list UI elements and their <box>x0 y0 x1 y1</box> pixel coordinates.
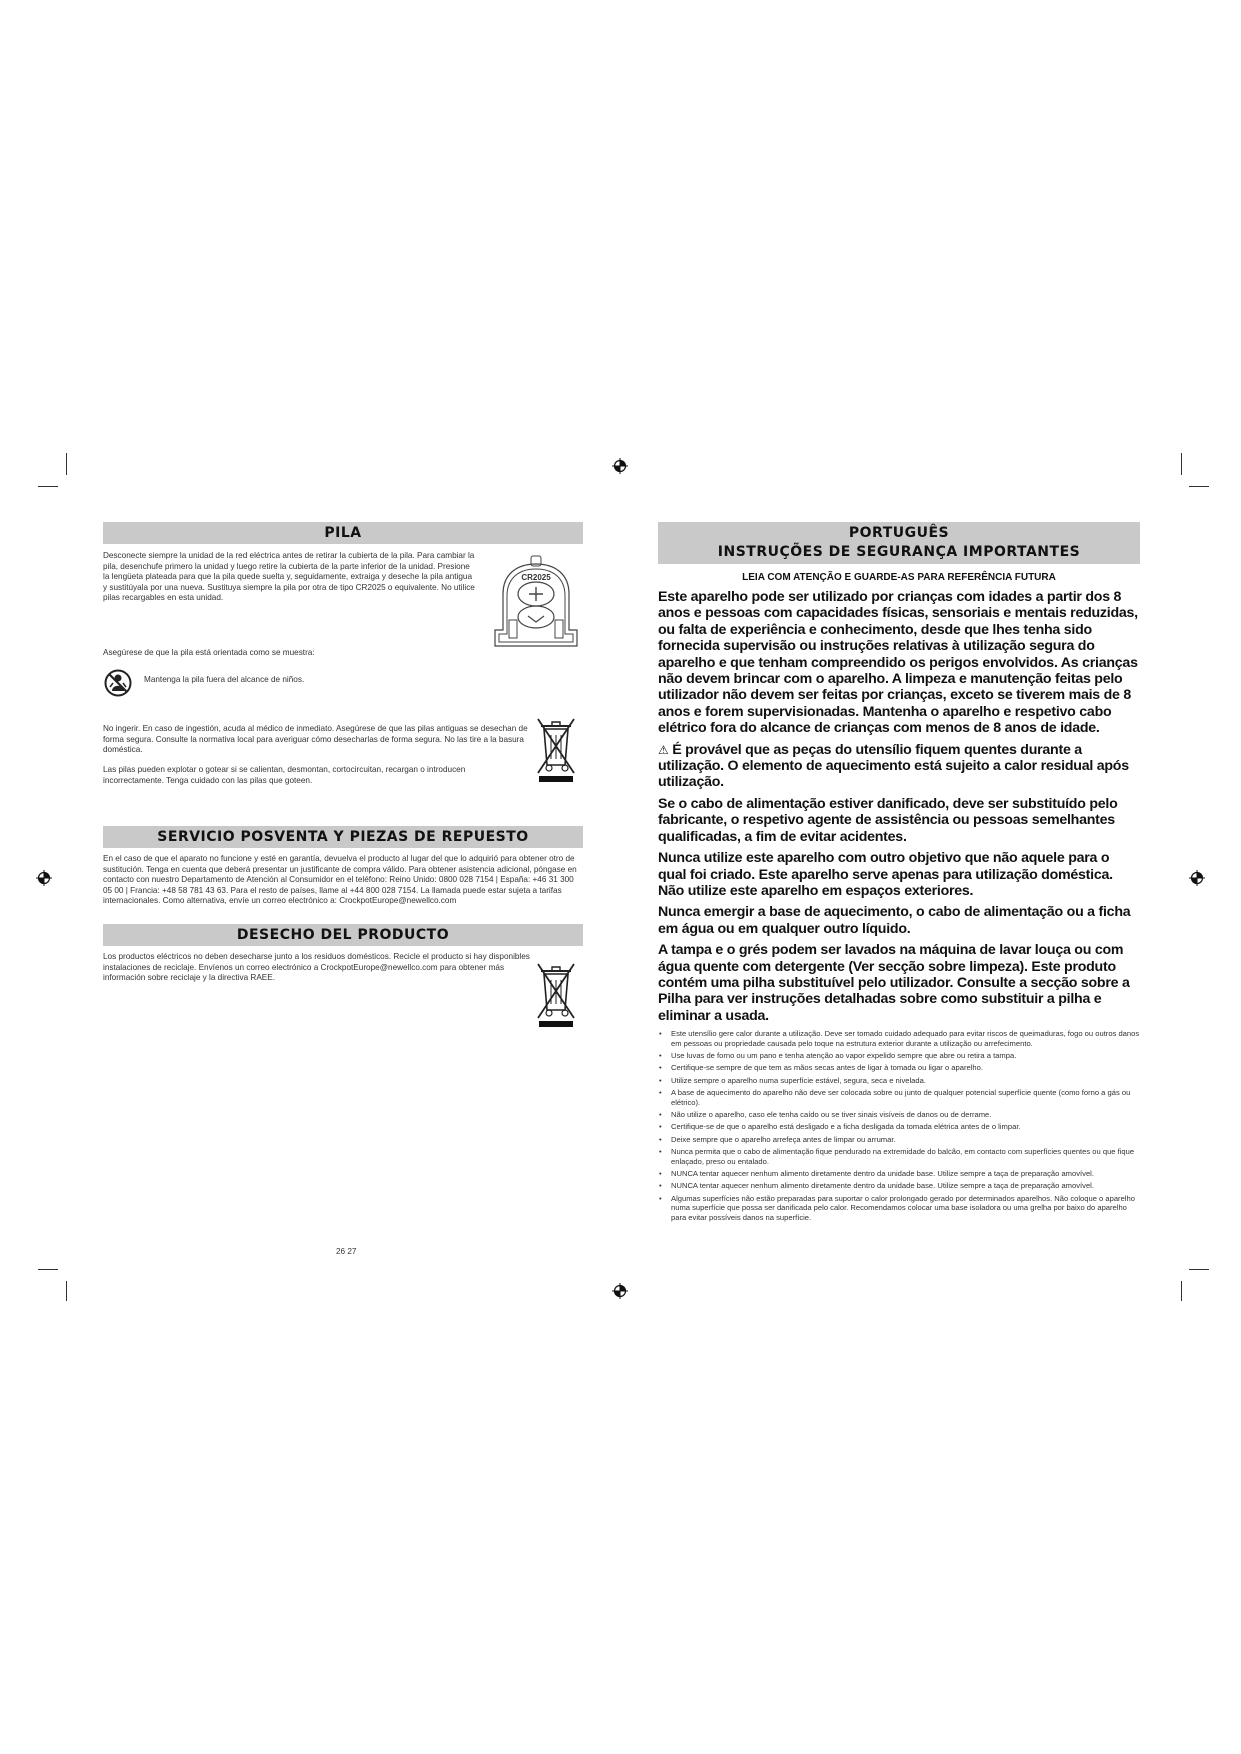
safety-bullet-list <box>658 1029 1140 1222</box>
battery-type-label: CR2025 <box>521 573 551 582</box>
portuguese-heading-band <box>658 522 1140 564</box>
registration-mark-icon <box>612 1283 628 1299</box>
pila-instructions: Desconecte siempre la unidad de la red eléctrica antes de retirar la cubierta de la pila. Para cambiar la pila, desenchufe primero la unidad y luego retire la cubierta de la parte inferior de la unidad. Presione la lengüeta plateada para que la pila quede suelta y, seguidamente, extraiga y deseche la pila antigua y sustitúyala por una nueva. Sustituya siempre la pila por otra de tipo CR2025 o equivalente. No utilice pilas recargables en esta unidad. <box>103 551 475 603</box>
desecho-heading: DESECHO DEL PRODUCTO <box>103 924 583 946</box>
explosion-warning: Las pilas pueden explotar o gotear si se calientan, desmontan, cortocircuitan, recargan o introducen incorrectamente. Tenga cuidado con las pilas que goteen. <box>103 765 466 785</box>
read-and-keep-subheading: LEIA COM ATENÇÃO E GUARDE-AS PARA REFERÊNCIA FUTURA <box>742 572 1056 583</box>
weee-bin-icon <box>535 713 577 783</box>
crop-mark <box>38 486 58 487</box>
list-item: • Certifique-se de que o aparelho está desligado e a ficha desligada da tomada elétrica antes de o limpar. <box>658 1122 1140 1131</box>
weee-bin-icon <box>535 958 577 1028</box>
language-heading: PORTUGUÊS <box>848 525 950 541</box>
servicio-heading: SERVICIO POSVENTA Y PIEZAS DE REPUESTO <box>103 826 583 848</box>
registration-mark-icon <box>1189 870 1205 886</box>
right-page <box>658 522 1140 1225</box>
desecho-section <box>103 946 583 1036</box>
crop-mark <box>1181 453 1182 475</box>
hot-parts-paragraph <box>658 742 1140 791</box>
registration-mark-icon <box>36 870 52 886</box>
list-item: • Nunca permita que o cabo de alimentação fique pendurado na extremidade do balcão, em contacto com superfícies quentes ou que fique enlaçado, preso ou entalado. <box>658 1147 1140 1166</box>
warning-triangle-icon: ⚠ <box>658 742 669 757</box>
safety-heading: INSTRUÇÕES DE SEGURANÇA IMPORTANTES <box>717 544 1081 560</box>
keep-away-note: Mantenga la pila fuera del alcance de niños. <box>144 675 305 684</box>
page-numbers: 26 27 <box>336 1247 357 1256</box>
crop-mark <box>1189 486 1209 487</box>
list-item: • Este utensílio gere calor durante a utilização. Deve ser tomado cuidado adequado para evitar riscos de queimaduras, fogo ou outros danos em pessoas ou propriedade causada pelo toque na estrutura exterior durante a utilização ou arrefecimento. <box>658 1029 1140 1048</box>
registration-mark-icon <box>612 458 628 474</box>
crop-mark <box>66 1281 67 1301</box>
hot-parts-text: É provável que as peças do utensílio fiquem quentes durante a utilização. O elemento de aquecimento está sujeito a calor residual após utilização. <box>658 741 1129 791</box>
left-page <box>103 522 583 1036</box>
pila-heading: PILA <box>103 522 583 544</box>
intended-use-paragraph: Nunca utilize este aparelho com outro objetivo que não aquele para o qual foi criado. Este aparelho serve apenas para utilização doméstica. Não utilize este aparelho em espaços exteriores. <box>658 850 1113 899</box>
list-item: • Certifique-se sempre de que tem as mãos secas antes de ligar à tomada ou ligar o aparelho. <box>658 1063 1140 1072</box>
list-item: • A base de aquecimento do aparelho não deve ser colocada sobre ou junto de qualquer potencial superfície quente (como forno a gás ou elétrico). <box>658 1088 1140 1107</box>
battery-diagram-icon <box>489 554 583 650</box>
list-item: • NUNCA tentar aquecer nenhum alimento diretamente dentro da unidade base. Utilize sempre a taça de preparação amovível. <box>658 1169 1140 1178</box>
no-ingest-warning: No ingerir. En caso de ingestión, acuda al médico de inmediato. Asegúrese de que las pilas antiguas se desechan de forma segura. Consulte la normativa local para averiguar cómo desecharlas de forma segura. No las tire a la basura doméstica. <box>103 724 528 755</box>
list-item: • Use luvas de forno ou um pano e tenha atenção ao vapor expelido sempre que abre ou retira a tampa. <box>658 1051 1140 1060</box>
crop-mark <box>1189 1269 1209 1270</box>
damaged-cord-paragraph: Se o cabo de alimentação estiver danificado, deve ser substituído pelo fabricante, o respetivo agente de assistência ou pessoas semelhantes qualificadas, a fim de evitar acidentes. <box>658 795 1118 845</box>
list-item: • Utilize sempre o aparelho numa superfície estável, segura, seca e nivelada. <box>658 1076 1140 1085</box>
cleaning-battery-paragraph: A tampa e o grés podem ser lavados na máquina de lavar louça ou com água quente com detergente (Ver secção sobre limpeza). Este produto contém uma pilha substituível pelo utilizador. Consulte a secção sobre a Pilha para ver instruções detalhadas sobre como substituir a pilha e eliminar a usada. <box>658 942 1130 1024</box>
children-usage-paragraph: Este aparelho pode ser utilizado por crianças com idades a partir dos 8 anos e pessoas com capacidades físicas, sensoriais e mentais reduzidas, ou falta de experiência e conhecimento, desde que lhes tenha sido fornecida supervisão ou instruções relativas à utilização segura do aparelho e que tenham compreendido os perigos envolvidos. As crianças não devem brincar com o aparelho. A limpeza e manutenção feitas pelo utilizador não devem ser feitas por crianças, exceto se tiverem mais de 8 anos e forem supervisionadas. Mantenha o aparelho e respetivo cabo elétrico fora do alcance de crianças com menos de 8 anos de idade. <box>658 589 1138 737</box>
pila-warnings <box>103 724 583 804</box>
list-item: • NUNCA tentar aquecer nenhum alimento diretamente dentro da unidade base. Utilize sempre a taça de preparação amovível. <box>658 1181 1140 1190</box>
child-warning-icon <box>104 669 132 697</box>
servicio-text: En el caso de que el aparato no funcione y esté en garantía, devuelva el producto al lugar del que lo adquirió para obtener otro de sustitución. Tenga en cuenta que deberá presentar un justificante de compra válido. Para obtener asistencia adicional, póngase en contacto con nuestro Departamento de Atención al Consumidor en el teléfono: Reino Unido: 0800 028 7154 | España: +46 31 300 05 00 | Francia: +48 58 781 43 63. Para el resto de países, llame al +44 800 028 7154. La llamada puede estar sujeta a tarifas internacionales. Como alternativa, envíe un correo electrónico a: CrockpotEurope@newellco.com <box>103 854 577 906</box>
no-immersion-paragraph: Nunca emergir a base de aquecimento, o cabo de alimentação ou a ficha em água ou em qualquer outro líquido. <box>658 904 1131 937</box>
list-item: • Não utilize o aparelho, caso ele tenha caído ou se tiver sinais visíveis de danos ou de derrame. <box>658 1110 1140 1119</box>
crop-mark <box>1181 1281 1182 1301</box>
orientation-note: Asegúrese de que la pila está orientada como se muestra: <box>103 648 315 657</box>
desecho-text: Los productos eléctricos no deben desecharse junto a los residuos domésticos. Recicle el producto si hay disponibles instalaciones de reciclaje. Envíenos un correo electrónico a CrockpotEurope@newellco.com para obtener más información sobre reciclaje y la directiva RAEE. <box>103 951 530 983</box>
pila-section <box>103 544 583 724</box>
list-item: • Deixe sempre que o aparelho arrefeça antes de limpar ou arrumar. <box>658 1135 1140 1144</box>
crop-mark <box>66 453 67 475</box>
list-item: • Algumas superfícies não estão preparadas para suportar o calor prolongado gerado por determinados aparelhos. Não coloque o aparelho numa superfície que possa ser danificada pelo calor. Recomendamos colocar uma base isoladora ou uma grelha por baixo do aparelho para evitar possíveis danos na superfície. <box>658 1194 1140 1222</box>
crop-mark <box>38 1269 58 1270</box>
